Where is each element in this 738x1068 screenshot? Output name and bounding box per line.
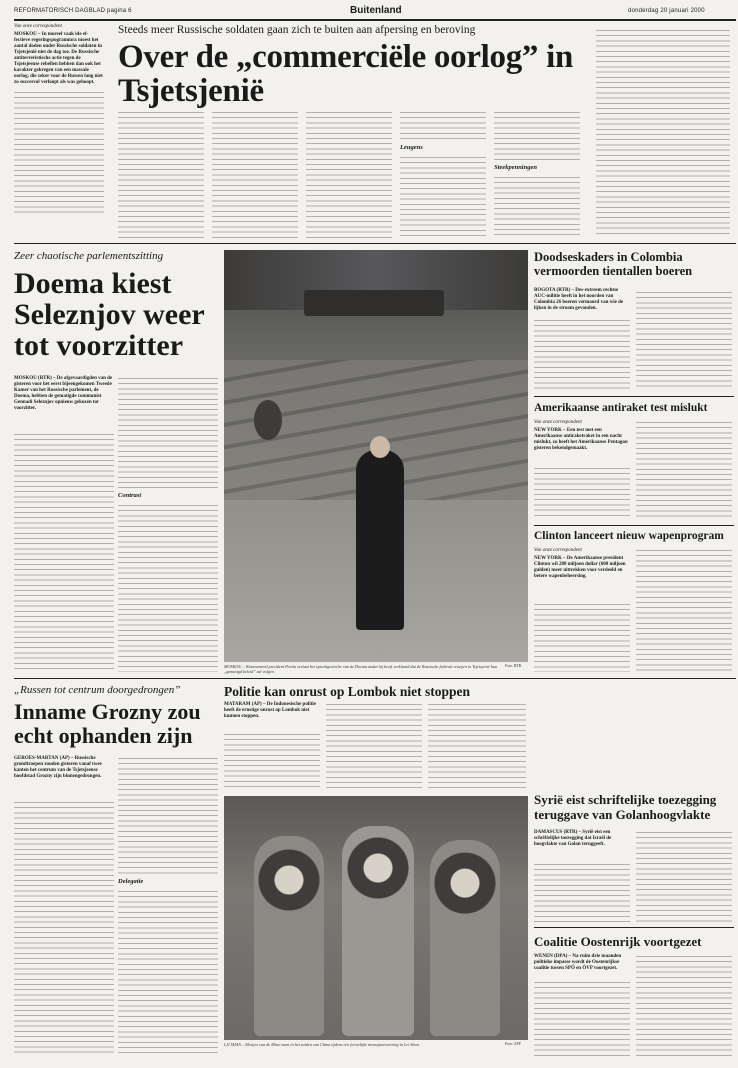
- duma-kicker: Zeer chaotische parlementszitting: [14, 250, 164, 262]
- miao-photo-caption: LIJ SHAN – Meisjes van de Miao-stam in het zuiden van China tijdens een feestelijke nieuwjaarsviering in Lei Shan.: [224, 1042, 420, 1047]
- clinton-lead: NEW YORK – De Amerikaanse president Clinton wil 280 miljoen dollar (600 miljoen gulden) meer uittrekken voor verdeeld en betere wapenbeheersing.: [534, 556, 626, 579]
- syria-title: Syrië eist schriftelijke toezegging teruggave van Golanhoogvlakte: [534, 792, 717, 822]
- grozny-lead: GEROES-MARTAN (AP) – Russische grondtroepen zouden gisteren vanaf twee kanten het centrum van de Tsjetsjeense hoofdstad Grozny zijn binnengedrongen.: [14, 756, 102, 779]
- duma-photo-presidium: [304, 290, 444, 316]
- duma-lead: MOSKOU (RTR) – De afgevaardigden van de gisteren voor het eerst bijeengekomen Tweede Kamer van het Russische parlement, de Doema, hebben de gematigde communist Gennadi Seleznjov opnieuw gekozen tot voorzitter.: [14, 376, 113, 411]
- section-rule-5: [534, 927, 734, 928]
- chechnya-subhead-1: Leugens: [400, 144, 423, 151]
- miao-girl-left: [254, 836, 324, 1036]
- duma-subhead: Contrast: [118, 492, 142, 499]
- section-rule-1: [14, 243, 736, 244]
- chechnya-col6-text: [494, 110, 580, 160]
- chechnya-col7-text: [596, 28, 730, 238]
- clinton-kicker: Van onze correspondent: [534, 548, 582, 553]
- grozny-subhead: Delegatie: [118, 878, 144, 885]
- header-date: donderdag 20 januari 2000: [628, 8, 705, 14]
- grozny-title: Inname Grozny zou echt ophanden zijn: [14, 699, 201, 748]
- clinton-col1-text: [534, 602, 630, 672]
- miao-photo: [224, 796, 528, 1040]
- grozny-kicker: „Russen tot centrum doorgedrongen”: [14, 684, 181, 696]
- colombia-lead: BOGOTA (RTR) – Des-extreem rechtse AUC-militie heeft in het noorden van Colombia 26 boeren vermoord van wie de lijken in de stroom gevonden.: [534, 288, 624, 311]
- section-rule-3: [534, 525, 734, 526]
- chechnya-subtitle: Steeds meer Russische soldaten gaan zich te buiten aan afpersing en beroving: [118, 24, 476, 36]
- colombia-col1-text: [534, 318, 630, 390]
- section-rule-4: [14, 678, 736, 679]
- section-title: Buitenland: [350, 5, 402, 16]
- lombok-col2-text: [326, 702, 422, 790]
- duma-photo-figure: [356, 450, 404, 630]
- duma-col2b-text: [118, 503, 218, 672]
- chechnya-byline: Van onze correspondent MOSKOU – In moreel vaak ide ef-fectieve regeringspogrammra moest het aantal doden onder Russische soldaten in Tsjetsjenië niet de dag toe. De Russische antiterreristische actie tegen de Tsjetsjeense rebellen hebben dan ook het karakter gekregen van een massale oorlog, die zeker voor de Russen lang niet zo succesvol verloopt als was gehoopt.: [14, 24, 104, 214]
- chechnya-subhead-2: Steekpenningen: [494, 164, 537, 171]
- grozny-col2-text: [118, 756, 218, 874]
- grozny-col2b-text: [118, 889, 218, 1056]
- antiraket-kicker: Van onze correspondent: [534, 420, 582, 425]
- clinton-col2-text: [636, 548, 732, 672]
- syria-col1-text: [534, 862, 630, 922]
- chechnya-col5-text: [400, 110, 486, 140]
- austria-title: Coalitie Oostenrijk voortgezet: [534, 934, 702, 949]
- miao-girl-right: [430, 840, 500, 1036]
- austria-col2-text: [636, 954, 732, 1056]
- chechnya-col1-text: [14, 90, 104, 214]
- section-rule-2: [534, 396, 734, 397]
- austria-col1-text: [534, 980, 630, 1056]
- duma-photo-caption: MOSKOU – Waarnemend president Poetin verlaat het spreekgestoelte van de Doema nadat hij heeft verklaard dat de Russische federale troepen in Tsjetsjenië hun „gematigd beleid” zal volgen.: [224, 664, 498, 674]
- syria-lead: DAMASCUS (RTR) – Syrië eist een schriftelijke toezegging dat Israël de hoogvlakte van Golan teruggeeft.: [534, 830, 612, 847]
- grozny-col1-text: [14, 800, 114, 1056]
- clinton-title: Clinton lanceert nieuw wapenprogram: [534, 530, 724, 542]
- syria-col2-text: [636, 830, 732, 922]
- duma-photo-flowers: [254, 400, 282, 440]
- duma-photo-credit: Foto: RTR: [505, 664, 522, 668]
- lombok-col3-text: [428, 702, 526, 790]
- header-paper-name: REFORMATORISCH DAGBLAD pagina 6: [14, 8, 132, 14]
- lombok-col1-text: [224, 732, 320, 790]
- chechnya-title: Over de „commerciële oorlog” in Tsjetsjenië: [118, 39, 574, 109]
- duma-col2-text: [118, 376, 218, 488]
- colombia-col2-text: [636, 290, 732, 390]
- chechnya-lead: MOSKOU – In moreel vaak ide ef-fectieve regeringspogrammra moest het aantal doden onder Russische soldaten in Tsjetsjenië niet de dag toe. De Russische antiterreristische actie tegen de Tsjetsjeense rebellen hebben dan ook het karakter gekregen van een massale oorlog, die zeker voor de Russen lang niet zo succesvol verloopt als was gehoopt.: [14, 32, 103, 85]
- lombok-title: Politie kan onrust op Lombok niet stoppen: [224, 684, 471, 699]
- duma-col1-text: [14, 432, 114, 672]
- antiraket-col1-text: [534, 466, 630, 520]
- chechnya-col6b-text: [494, 175, 580, 238]
- colombia-title: Doodseskaders in Colombia vermoorden tientallen boeren: [534, 250, 693, 278]
- miao-photo-credit: Foto: AFP: [505, 1042, 521, 1046]
- miao-girl-center: [342, 826, 414, 1036]
- chechnya-col4-text: [306, 110, 392, 238]
- duma-title: Doema kiest Seleznjov weer tot voorzitter: [14, 267, 205, 362]
- chechnya-col3-text: [212, 110, 298, 238]
- chechnya-col2-text: [118, 110, 204, 238]
- antiraket-title: Amerikaanse antiraket test mislukt: [534, 402, 708, 414]
- austria-lead: WENEN (DPA) – Na ruim drie maanden politieke impasse wordt de Oostenrijkse coalitie tussen SPÖ en ÖVP voortgezet.: [534, 954, 622, 971]
- duma-photo-figure-head: [370, 436, 390, 458]
- lombok-lead: MATARAM (AP) – De Indonesische politie heeft de ernstige onrust op Lombok niet kunnen stoppen.: [224, 702, 316, 719]
- duma-photo: [224, 250, 528, 662]
- antiraket-lead: NEW YORK – Een test met een Amerikaanse antiraketraket in een nacht mislukt, zo heeft het Amerikaanse Pentagon gisteren bekendgemaakt.: [534, 428, 628, 451]
- header-rule: [14, 19, 736, 21]
- chechnya-col5b-text: [400, 155, 486, 238]
- antiraket-col2-text: [636, 420, 732, 520]
